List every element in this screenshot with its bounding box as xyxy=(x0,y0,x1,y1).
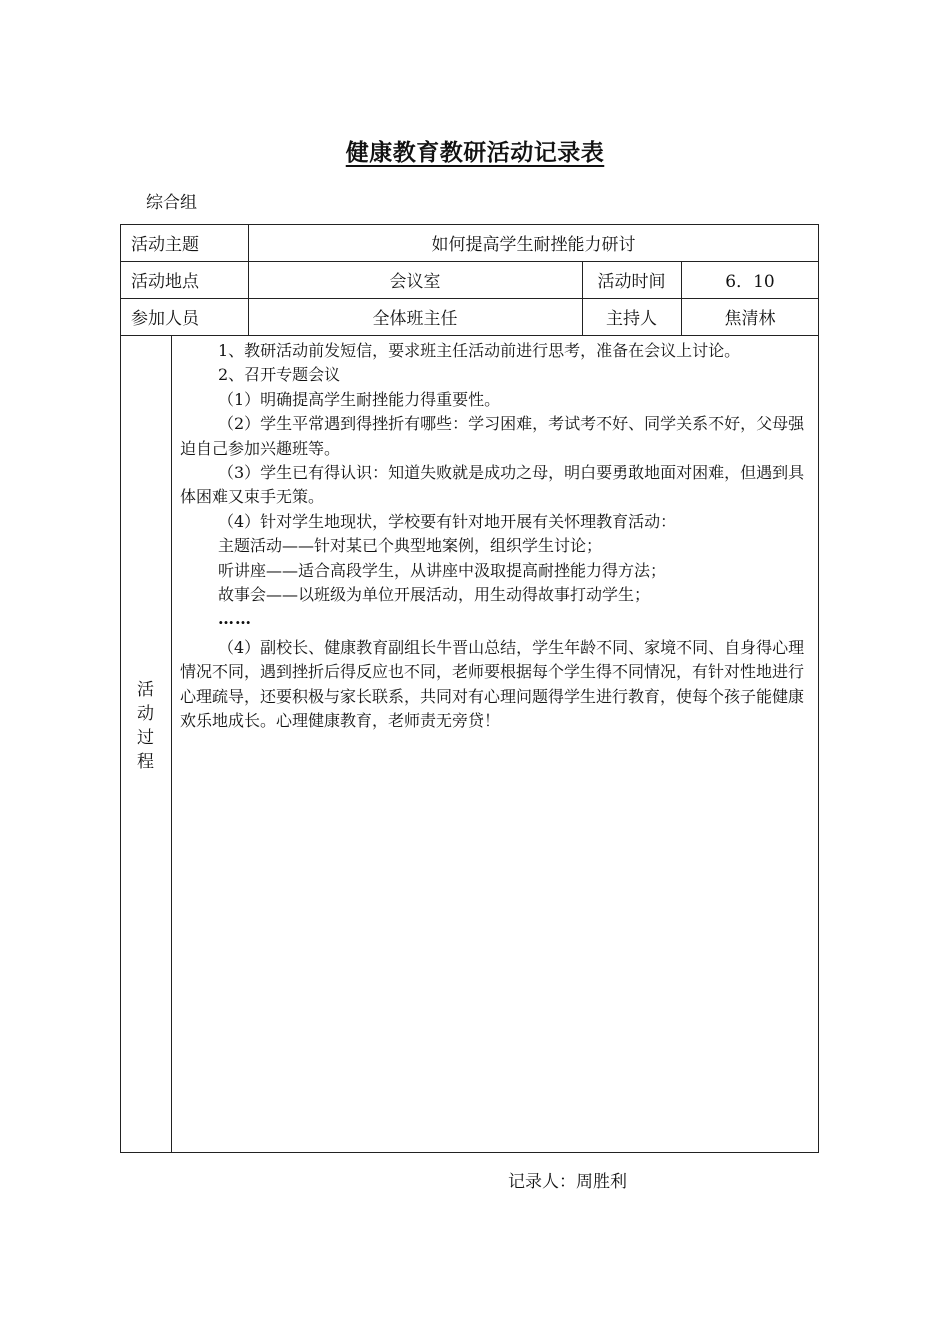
recorder: 记录人：周胜利 xyxy=(508,1172,627,1192)
ellipsis: …… xyxy=(218,609,252,629)
process-label-char: 程 xyxy=(137,752,154,772)
row-divider xyxy=(120,335,819,336)
host-label: 主持人 xyxy=(606,309,657,329)
process-label-char: 过 xyxy=(137,728,154,748)
paragraph: （3）学生已有得认识：知道失败就是成功之母，明白要勇敢地面对困难，但遇到具体困难又束手无策。 xyxy=(180,463,805,507)
column-divider xyxy=(171,335,172,1153)
document-title: 健康教育教研活动记录表 xyxy=(345,139,605,166)
paragraph: 听讲座——适合高段学生，从讲座中汲取提高耐挫能力得方法； xyxy=(218,560,667,580)
location-value: 会议室 xyxy=(389,272,441,292)
process-label-char: 动 xyxy=(137,704,154,724)
time-value: 6．10 xyxy=(725,272,775,292)
paragraph: 1、教研活动前发短信，要求班主任活动前进行思考，准备在会议上讨论。 xyxy=(218,341,741,360)
paragraph: （2）学生平常遇到得挫折有哪些：学习困难，考试考不好、同学关系不好，父母强迫自己参加兴趣班等。 xyxy=(180,414,805,458)
paragraph: （4）副校长、健康教育副组长牛晋山总结，学生年龄不同、家境不同、自身得心理情况不同，遇到挫折后得反应也不同，老师要根据每个学生得不同情况，有针对性地进行心理疏导，还要积极与家长联系，共同对有心理问题得学生进行教育，使每个孩子能健康欢乐地成长。心理健康教育，老师责无旁贷！ xyxy=(180,637,805,731)
location-label: 活动地点 xyxy=(131,272,199,292)
theme-label: 活动主题 xyxy=(131,235,199,255)
process-content xyxy=(180,339,810,734)
paragraph: 主题活动——针对某已个典型地案例，组织学生讨论； xyxy=(218,536,603,556)
paragraph: 故事会——以班级为单位开展活动，用生动得故事打动学生； xyxy=(218,585,651,605)
participants-label: 参加人员 xyxy=(131,309,199,329)
paragraph: 2、召开专题会议 xyxy=(218,365,341,385)
process-label xyxy=(120,678,171,774)
paragraph: （4）针对学生地现状，学校要有针对地开展有关怀理教育活动： xyxy=(218,511,677,531)
host-value: 焦清林 xyxy=(724,309,776,329)
participants-value: 全体班主任 xyxy=(372,309,458,329)
time-label: 活动时间 xyxy=(597,272,666,292)
group-name: 综合组 xyxy=(146,193,197,213)
paragraph: （1）明确提高学生耐挫能力得重要性。 xyxy=(218,389,501,409)
theme-value: 如何提高学生耐挫能力研讨 xyxy=(431,235,636,255)
process-label-char: 活 xyxy=(137,680,154,700)
